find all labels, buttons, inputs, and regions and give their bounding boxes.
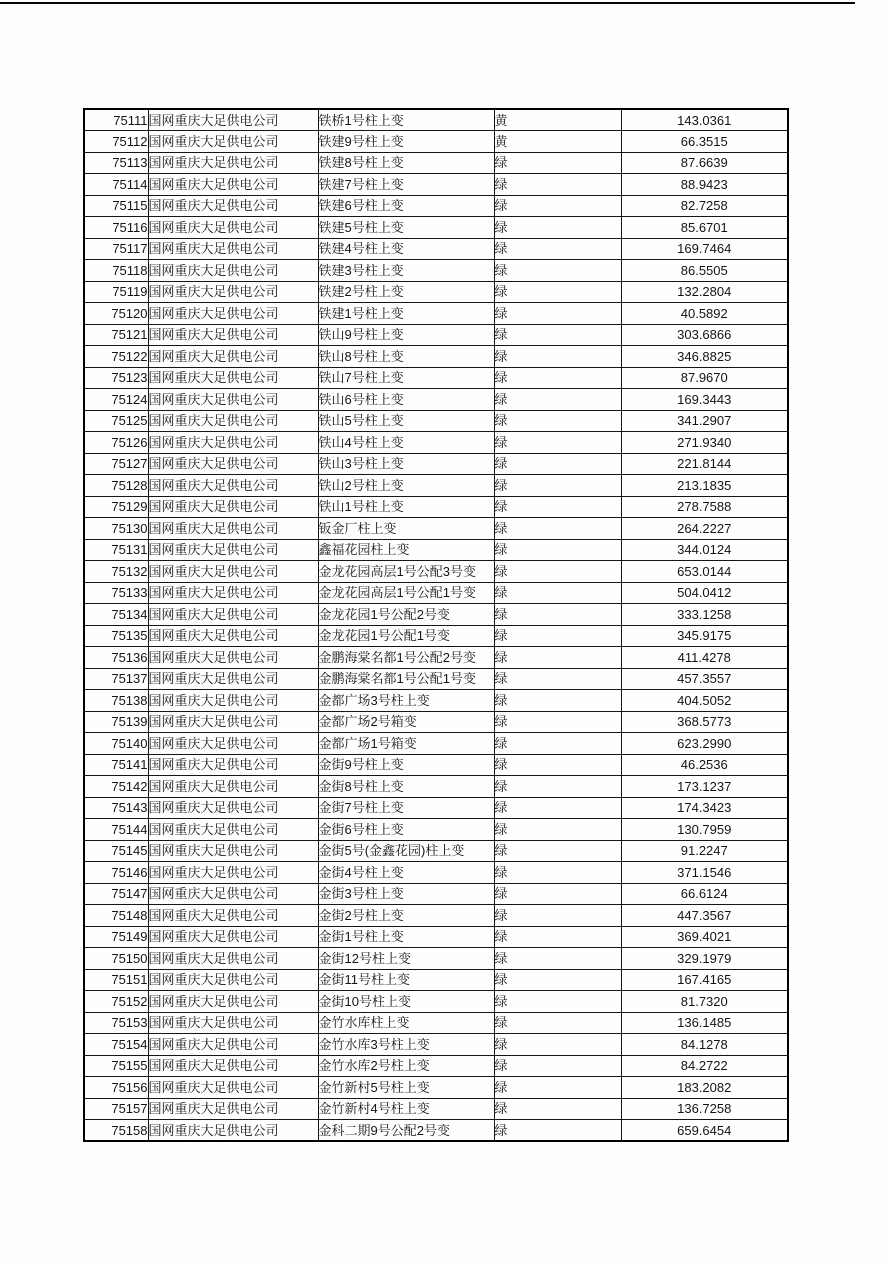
status-cell: 绿: [494, 152, 621, 174]
device-name-cell: 铁山2号柱上变: [318, 475, 494, 497]
device-name-cell: 金街11号柱上变: [318, 969, 494, 991]
device-name-cell: 铁建3号柱上变: [318, 260, 494, 282]
load-value-cell: 653.0144: [621, 561, 788, 583]
device-name-cell: 钣金厂柱上变: [318, 518, 494, 540]
row-id-cell: 75118: [84, 260, 148, 282]
load-value-cell: 84.2722: [621, 1055, 788, 1077]
load-value-cell: 264.2227: [621, 518, 788, 540]
load-value-cell: 87.6639: [621, 152, 788, 174]
load-value-cell: 143.0361: [621, 109, 788, 131]
load-value-cell: 84.1278: [621, 1034, 788, 1056]
company-cell: 国网重庆大足供电公司: [148, 453, 318, 475]
table-row: [84, 604, 788, 626]
row-id-cell: 75142: [84, 776, 148, 798]
company-cell: 国网重庆大足供电公司: [148, 883, 318, 905]
table-row: [84, 539, 788, 561]
company-cell: 国网重庆大足供电公司: [148, 410, 318, 432]
load-value-cell: 132.2804: [621, 281, 788, 303]
load-value-cell: 169.7464: [621, 238, 788, 260]
company-cell: 国网重庆大足供电公司: [148, 582, 318, 604]
row-id-cell: 75120: [84, 303, 148, 325]
company-cell: 国网重庆大足供电公司: [148, 1034, 318, 1056]
device-name-cell: 金竹水库3号柱上变: [318, 1034, 494, 1056]
device-name-cell: 金都广场1号箱变: [318, 733, 494, 755]
device-name-cell: 铁建2号柱上变: [318, 281, 494, 303]
status-cell: 绿: [494, 1012, 621, 1034]
row-id-cell: 75136: [84, 647, 148, 669]
company-cell: 国网重庆大足供电公司: [148, 1077, 318, 1099]
device-name-cell: 金竹新村4号柱上变: [318, 1098, 494, 1120]
load-value-cell: 183.2082: [621, 1077, 788, 1099]
company-cell: 国网重庆大足供电公司: [148, 217, 318, 239]
page-top-rule: [0, 2, 855, 4]
device-name-cell: 金竹新村5号柱上变: [318, 1077, 494, 1099]
table-row: [84, 217, 788, 239]
load-value-cell: 504.0412: [621, 582, 788, 604]
row-id-cell: 75139: [84, 711, 148, 733]
load-value-cell: 447.3567: [621, 905, 788, 927]
table-row: [84, 991, 788, 1013]
row-id-cell: 75134: [84, 604, 148, 626]
company-cell: 国网重庆大足供电公司: [148, 840, 318, 862]
table-row: [84, 754, 788, 776]
status-cell: 绿: [494, 324, 621, 346]
table-row: [84, 819, 788, 841]
load-value-cell: 86.5505: [621, 260, 788, 282]
device-name-cell: 铁山1号柱上变: [318, 496, 494, 518]
company-cell: 国网重庆大足供电公司: [148, 647, 318, 669]
load-value-cell: 457.3557: [621, 668, 788, 690]
row-id-cell: 75155: [84, 1055, 148, 1077]
status-cell: 绿: [494, 389, 621, 411]
table-row: [84, 948, 788, 970]
load-value-cell: 333.1258: [621, 604, 788, 626]
table-row: [84, 518, 788, 540]
device-name-cell: 铁山7号柱上变: [318, 367, 494, 389]
status-cell: 绿: [494, 776, 621, 798]
load-value-cell: 167.4165: [621, 969, 788, 991]
table-row: [84, 195, 788, 217]
table-row: [84, 174, 788, 196]
device-name-cell: 铁建9号柱上变: [318, 131, 494, 153]
table-row: [84, 1098, 788, 1120]
row-id-cell: 75113: [84, 152, 148, 174]
status-cell: 绿: [494, 582, 621, 604]
device-name-cell: 铁山5号柱上变: [318, 410, 494, 432]
device-name-cell: 金竹水库柱上变: [318, 1012, 494, 1034]
row-id-cell: 75151: [84, 969, 148, 991]
load-value-cell: 174.3423: [621, 797, 788, 819]
table-row: [84, 346, 788, 368]
load-value-cell: 82.7258: [621, 195, 788, 217]
company-cell: 国网重庆大足供电公司: [148, 281, 318, 303]
device-name-cell: 金街10号柱上变: [318, 991, 494, 1013]
row-id-cell: 75141: [84, 754, 148, 776]
device-name-cell: 金都广场2号箱变: [318, 711, 494, 733]
row-id-cell: 75132: [84, 561, 148, 583]
load-value-cell: 271.9340: [621, 432, 788, 454]
row-id-cell: 75153: [84, 1012, 148, 1034]
company-cell: 国网重庆大足供电公司: [148, 561, 318, 583]
table-row: [84, 1034, 788, 1056]
status-cell: 黄: [494, 109, 621, 131]
row-id-cell: 75111: [84, 109, 148, 131]
table-row: [84, 647, 788, 669]
device-name-cell: 铁建5号柱上变: [318, 217, 494, 239]
table-row: [84, 561, 788, 583]
row-id-cell: 75150: [84, 948, 148, 970]
load-value-cell: 85.6701: [621, 217, 788, 239]
company-cell: 国网重庆大足供电公司: [148, 432, 318, 454]
status-cell: 黄: [494, 131, 621, 153]
device-name-cell: 铁山9号柱上变: [318, 324, 494, 346]
load-value-cell: 88.9423: [621, 174, 788, 196]
row-id-cell: 75127: [84, 453, 148, 475]
status-cell: 绿: [494, 238, 621, 260]
load-value-cell: 87.9670: [621, 367, 788, 389]
row-id-cell: 75121: [84, 324, 148, 346]
table-row: [84, 1055, 788, 1077]
company-cell: 国网重庆大足供电公司: [148, 776, 318, 798]
load-value-cell: 46.2536: [621, 754, 788, 776]
company-cell: 国网重庆大足供电公司: [148, 539, 318, 561]
status-cell: 绿: [494, 862, 621, 884]
company-cell: 国网重庆大足供电公司: [148, 174, 318, 196]
company-cell: 国网重庆大足供电公司: [148, 346, 318, 368]
row-id-cell: 75123: [84, 367, 148, 389]
company-cell: 国网重庆大足供电公司: [148, 797, 318, 819]
status-cell: 绿: [494, 883, 621, 905]
status-cell: 绿: [494, 668, 621, 690]
table-row: [84, 690, 788, 712]
load-value-cell: 341.2907: [621, 410, 788, 432]
row-id-cell: 75137: [84, 668, 148, 690]
status-cell: 绿: [494, 625, 621, 647]
device-name-cell: 铁建7号柱上变: [318, 174, 494, 196]
device-name-cell: 铁建8号柱上变: [318, 152, 494, 174]
load-value-cell: 81.7320: [621, 991, 788, 1013]
status-cell: 绿: [494, 754, 621, 776]
table-row: [84, 367, 788, 389]
company-cell: 国网重庆大足供电公司: [148, 1098, 318, 1120]
table-row: [84, 410, 788, 432]
status-cell: 绿: [494, 604, 621, 626]
company-cell: 国网重庆大足供电公司: [148, 238, 318, 260]
table-row: [84, 883, 788, 905]
company-cell: 国网重庆大足供电公司: [148, 625, 318, 647]
table-row: [84, 152, 788, 174]
row-id-cell: 75116: [84, 217, 148, 239]
status-cell: 绿: [494, 539, 621, 561]
table-row: [84, 776, 788, 798]
device-name-cell: 铁建4号柱上变: [318, 238, 494, 260]
row-id-cell: 75115: [84, 195, 148, 217]
table-row: [84, 281, 788, 303]
device-name-cell: 金龙花园1号公配1号变: [318, 625, 494, 647]
load-value-cell: 130.7959: [621, 819, 788, 841]
status-cell: 绿: [494, 496, 621, 518]
table-row: [84, 1077, 788, 1099]
status-cell: 绿: [494, 453, 621, 475]
device-name-cell: 金街5号(金鑫花园)柱上变: [318, 840, 494, 862]
table-row: [84, 324, 788, 346]
company-cell: 国网重庆大足供电公司: [148, 862, 318, 884]
company-cell: 国网重庆大足供电公司: [148, 1120, 318, 1142]
row-id-cell: 75156: [84, 1077, 148, 1099]
load-value-cell: 66.3515: [621, 131, 788, 153]
device-name-cell: 铁山3号柱上变: [318, 453, 494, 475]
company-cell: 国网重庆大足供电公司: [148, 711, 318, 733]
device-name-cell: 金科二期9号公配2号变: [318, 1120, 494, 1142]
row-id-cell: 75157: [84, 1098, 148, 1120]
load-value-cell: 136.1485: [621, 1012, 788, 1034]
company-cell: 国网重庆大足供电公司: [148, 496, 318, 518]
company-cell: 国网重庆大足供电公司: [148, 475, 318, 497]
device-name-cell: 金龙花园1号公配2号变: [318, 604, 494, 626]
load-value-cell: 136.7258: [621, 1098, 788, 1120]
load-value-cell: 404.5052: [621, 690, 788, 712]
status-cell: 绿: [494, 1098, 621, 1120]
device-name-cell: 金街3号柱上变: [318, 883, 494, 905]
load-value-cell: 369.4021: [621, 926, 788, 948]
row-id-cell: 75126: [84, 432, 148, 454]
load-value-cell: 345.9175: [621, 625, 788, 647]
company-cell: 国网重庆大足供电公司: [148, 604, 318, 626]
company-cell: 国网重庆大足供电公司: [148, 389, 318, 411]
row-id-cell: 75149: [84, 926, 148, 948]
load-value-cell: 329.1979: [621, 948, 788, 970]
company-cell: 国网重庆大足供电公司: [148, 733, 318, 755]
status-cell: 绿: [494, 969, 621, 991]
table-row: [84, 711, 788, 733]
table-row: [84, 1120, 788, 1142]
load-value-cell: 278.7588: [621, 496, 788, 518]
device-name-cell: 金鹏海棠名都1号公配1号变: [318, 668, 494, 690]
row-id-cell: 75114: [84, 174, 148, 196]
device-name-cell: 金街6号柱上变: [318, 819, 494, 841]
device-name-cell: 金龙花园高层1号公配1号变: [318, 582, 494, 604]
row-id-cell: 75143: [84, 797, 148, 819]
status-cell: 绿: [494, 733, 621, 755]
row-id-cell: 75147: [84, 883, 148, 905]
row-id-cell: 75117: [84, 238, 148, 260]
status-cell: 绿: [494, 1034, 621, 1056]
table-row: [84, 1012, 788, 1034]
device-name-cell: 铁桥1号柱上变: [318, 109, 494, 131]
load-value-cell: 66.6124: [621, 883, 788, 905]
company-cell: 国网重庆大足供电公司: [148, 819, 318, 841]
company-cell: 国网重庆大足供电公司: [148, 690, 318, 712]
status-cell: 绿: [494, 475, 621, 497]
status-cell: 绿: [494, 905, 621, 927]
company-cell: 国网重庆大足供电公司: [148, 131, 318, 153]
company-cell: 国网重庆大足供电公司: [148, 260, 318, 282]
table-row: [84, 862, 788, 884]
device-name-cell: 金街1号柱上变: [318, 926, 494, 948]
company-cell: 国网重庆大足供电公司: [148, 518, 318, 540]
table-row: [84, 905, 788, 927]
load-value-cell: 411.4278: [621, 647, 788, 669]
table-row: [84, 131, 788, 153]
device-name-cell: 铁建1号柱上变: [318, 303, 494, 325]
device-name-cell: 金街8号柱上变: [318, 776, 494, 798]
row-id-cell: 75140: [84, 733, 148, 755]
company-cell: 国网重庆大足供电公司: [148, 926, 318, 948]
row-id-cell: 75125: [84, 410, 148, 432]
status-cell: 绿: [494, 840, 621, 862]
row-id-cell: 75146: [84, 862, 148, 884]
status-cell: 绿: [494, 174, 621, 196]
company-cell: 国网重庆大足供电公司: [148, 1055, 318, 1077]
row-id-cell: 75145: [84, 840, 148, 862]
table-row: [84, 625, 788, 647]
status-cell: 绿: [494, 711, 621, 733]
status-cell: 绿: [494, 518, 621, 540]
row-id-cell: 75154: [84, 1034, 148, 1056]
device-name-cell: 铁建6号柱上变: [318, 195, 494, 217]
company-cell: 国网重庆大足供电公司: [148, 969, 318, 991]
row-id-cell: 75130: [84, 518, 148, 540]
load-value-cell: 173.1237: [621, 776, 788, 798]
load-value-cell: 623.2990: [621, 733, 788, 755]
device-name-cell: 金街2号柱上变: [318, 905, 494, 927]
device-name-cell: 金竹水库2号柱上变: [318, 1055, 494, 1077]
row-id-cell: 75112: [84, 131, 148, 153]
table-row: [84, 238, 788, 260]
load-value-cell: 221.8144: [621, 453, 788, 475]
status-cell: 绿: [494, 346, 621, 368]
status-cell: 绿: [494, 432, 621, 454]
load-value-cell: 368.5773: [621, 711, 788, 733]
row-id-cell: 75152: [84, 991, 148, 1013]
load-value-cell: 303.6866: [621, 324, 788, 346]
table-row: [84, 926, 788, 948]
row-id-cell: 75129: [84, 496, 148, 518]
status-cell: 绿: [494, 1055, 621, 1077]
device-name-cell: 金街7号柱上变: [318, 797, 494, 819]
table-row: [84, 389, 788, 411]
row-id-cell: 75135: [84, 625, 148, 647]
table-row: [84, 303, 788, 325]
company-cell: 国网重庆大足供电公司: [148, 324, 318, 346]
device-name-cell: 鑫福花园柱上变: [318, 539, 494, 561]
table-row: [84, 797, 788, 819]
company-cell: 国网重庆大足供电公司: [148, 948, 318, 970]
status-cell: 绿: [494, 217, 621, 239]
row-id-cell: 75133: [84, 582, 148, 604]
status-cell: 绿: [494, 195, 621, 217]
company-cell: 国网重庆大足供电公司: [148, 668, 318, 690]
row-id-cell: 75148: [84, 905, 148, 927]
status-cell: 绿: [494, 1077, 621, 1099]
company-cell: 国网重庆大足供电公司: [148, 195, 318, 217]
load-value-cell: 91.2247: [621, 840, 788, 862]
status-cell: 绿: [494, 991, 621, 1013]
device-name-cell: 铁山6号柱上变: [318, 389, 494, 411]
company-cell: 国网重庆大足供电公司: [148, 367, 318, 389]
status-cell: 绿: [494, 303, 621, 325]
transformer-load-table: [83, 108, 789, 1142]
device-name-cell: 金街4号柱上变: [318, 862, 494, 884]
device-name-cell: 铁山4号柱上变: [318, 432, 494, 454]
row-id-cell: 75122: [84, 346, 148, 368]
device-name-cell: 金龙花园高层1号公配3号变: [318, 561, 494, 583]
status-cell: 绿: [494, 647, 621, 669]
device-name-cell: 金都广场3号柱上变: [318, 690, 494, 712]
table-row: [84, 582, 788, 604]
device-name-cell: 铁山8号柱上变: [318, 346, 494, 368]
status-cell: 绿: [494, 367, 621, 389]
load-value-cell: 169.3443: [621, 389, 788, 411]
load-value-cell: 40.5892: [621, 303, 788, 325]
device-name-cell: 金鹏海棠名都1号公配2号变: [318, 647, 494, 669]
table-row: [84, 733, 788, 755]
company-cell: 国网重庆大足供电公司: [148, 152, 318, 174]
device-name-cell: 金街9号柱上变: [318, 754, 494, 776]
company-cell: 国网重庆大足供电公司: [148, 303, 318, 325]
table-body: [84, 109, 788, 1141]
company-cell: 国网重庆大足供电公司: [148, 905, 318, 927]
row-id-cell: 75144: [84, 819, 148, 841]
company-cell: 国网重庆大足供电公司: [148, 991, 318, 1013]
table-row: [84, 496, 788, 518]
status-cell: 绿: [494, 281, 621, 303]
table-row: [84, 840, 788, 862]
table-row: [84, 432, 788, 454]
load-value-cell: 371.1546: [621, 862, 788, 884]
status-cell: 绿: [494, 926, 621, 948]
status-cell: 绿: [494, 410, 621, 432]
row-id-cell: 75124: [84, 389, 148, 411]
table-row: [84, 109, 788, 131]
device-name-cell: 金街12号柱上变: [318, 948, 494, 970]
company-cell: 国网重庆大足供电公司: [148, 109, 318, 131]
company-cell: 国网重庆大足供电公司: [148, 1012, 318, 1034]
status-cell: 绿: [494, 690, 621, 712]
row-id-cell: 75128: [84, 475, 148, 497]
row-id-cell: 75158: [84, 1120, 148, 1142]
load-value-cell: 344.0124: [621, 539, 788, 561]
status-cell: 绿: [494, 797, 621, 819]
row-id-cell: 75119: [84, 281, 148, 303]
table-row: [84, 475, 788, 497]
row-id-cell: 75138: [84, 690, 148, 712]
status-cell: 绿: [494, 1120, 621, 1142]
table-row: [84, 969, 788, 991]
load-value-cell: 213.1835: [621, 475, 788, 497]
table-row: [84, 453, 788, 475]
status-cell: 绿: [494, 819, 621, 841]
table-row: [84, 668, 788, 690]
status-cell: 绿: [494, 260, 621, 282]
load-value-cell: 659.6454: [621, 1120, 788, 1142]
row-id-cell: 75131: [84, 539, 148, 561]
status-cell: 绿: [494, 948, 621, 970]
load-value-cell: 346.8825: [621, 346, 788, 368]
company-cell: 国网重庆大足供电公司: [148, 754, 318, 776]
status-cell: 绿: [494, 561, 621, 583]
table-row: [84, 260, 788, 282]
